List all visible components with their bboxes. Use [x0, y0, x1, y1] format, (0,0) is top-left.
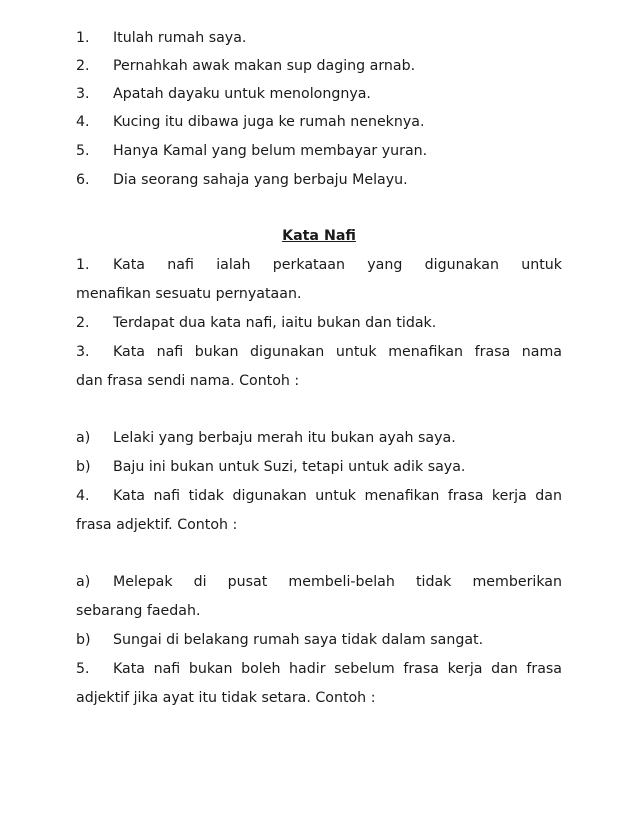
example-label: b): [76, 459, 91, 475]
point-number: 4.: [76, 488, 90, 504]
point-number: 5.: [76, 661, 90, 677]
point-text: Terdapat dua kata nafi, iaitu bukan dan tidak.: [113, 315, 437, 331]
list-number: 2.: [76, 58, 90, 74]
example-label: a): [76, 574, 91, 590]
list-number: 6.: [76, 172, 90, 188]
point-1-line-1: [76, 255, 562, 275]
point-4-line-1: [76, 486, 562, 506]
example-line-2: sebarang faedah.: [76, 603, 201, 619]
example-label: a): [76, 430, 91, 446]
section-title: Kata Nafi: [282, 228, 356, 244]
list-text: Itulah rumah saya.: [113, 30, 247, 46]
list-number: 3.: [76, 86, 90, 102]
example-text: Baju ini bukan untuk Suzi, tetapi untuk adik saya.: [113, 459, 466, 475]
example-label: b): [76, 632, 91, 648]
point-number: 1.: [76, 257, 90, 273]
list-text: Kucing itu dibawa juga ke rumah neneknya.: [113, 114, 425, 130]
point-number: 2.: [76, 315, 90, 331]
point-3-line-1: [76, 342, 562, 362]
list-text: Dia seorang sahaja yang berbaju Melayu.: [113, 172, 408, 188]
list-item: [76, 112, 424, 132]
list-item: [76, 141, 427, 161]
point-1-line-2: menafikan sesuatu pernyataan.: [76, 286, 302, 302]
point-5-line-2: adjektif jika ayat itu tidak setara. Contoh :: [76, 690, 376, 706]
list-text: Pernahkah awak makan sup daging arnab.: [113, 58, 416, 74]
example-text: Lelaki yang berbaju merah itu bukan ayah saya.: [113, 430, 456, 446]
point-text: Kata nafi ialah perkataan yang digunakan untuk: [113, 257, 562, 273]
list-text: Apatah dayaku untuk menolongnya.: [113, 86, 371, 102]
point-text: Kata nafi tidak digunakan untuk menafikan frasa kerja dan: [113, 488, 562, 504]
point-text: Kata nafi bukan digunakan untuk menafikan frasa nama: [113, 344, 562, 360]
example-text: Sungai di belakang rumah saya tidak dalam sangat.: [113, 632, 484, 648]
example-item: [76, 457, 465, 477]
list-item: [76, 28, 246, 48]
list-number: 4.: [76, 114, 90, 130]
list-number: 5.: [76, 143, 90, 159]
example-item: [76, 428, 456, 448]
point-5-line-1: [76, 659, 562, 679]
point-3-line-2: dan frasa sendi nama. Contoh :: [76, 373, 300, 389]
list-number: 1.: [76, 30, 90, 46]
example-text: Melepak di pusat membeli-belah tidak memberikan: [113, 574, 562, 590]
list-text: Hanya Kamal yang belum membayar yuran.: [113, 143, 428, 159]
list-item: [76, 84, 371, 104]
list-item: [76, 56, 415, 76]
point-text: Kata nafi bukan boleh hadir sebelum frasa kerja dan frasa: [113, 661, 562, 677]
example-item: [76, 630, 483, 650]
point-number: 3.: [76, 344, 90, 360]
point-4-line-2: frasa adjektif. Contoh :: [76, 517, 238, 533]
point-2: [76, 313, 436, 333]
example-item: [76, 572, 562, 592]
list-item: [76, 170, 408, 190]
